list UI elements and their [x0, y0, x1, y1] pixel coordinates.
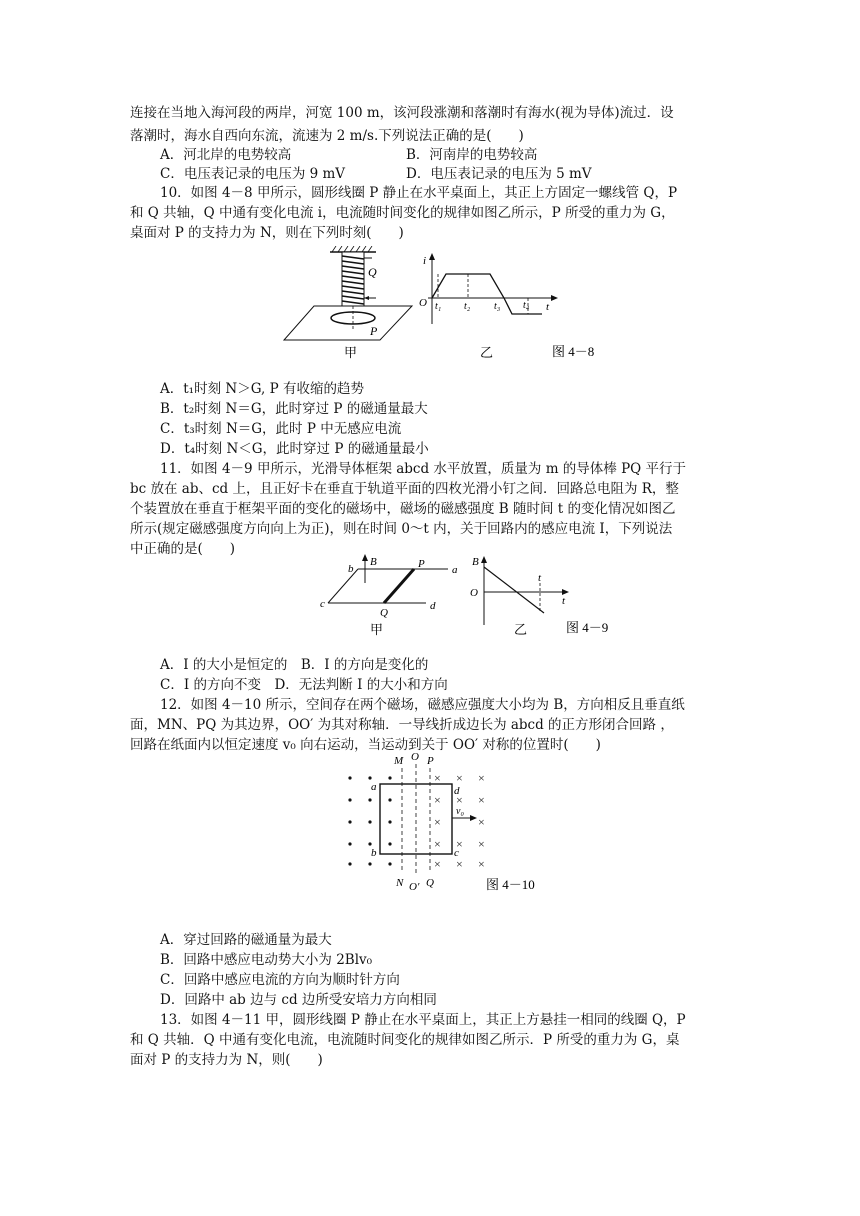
svg-text:×: ×: [434, 837, 441, 851]
fig-4-9-caption: 图 4－9: [566, 620, 609, 635]
label-P: P: [370, 324, 378, 338]
q10-option-d: D．t₄时刻 N＜G，此时穿过 P 的磁通量最小: [160, 441, 429, 457]
label-t4: t₄: [523, 300, 530, 311]
label-t-mark: t: [538, 572, 542, 584]
label-v0: v₀: [456, 806, 464, 817]
q11-line3: 个装置放在垂直于框架平面的变化的磁场中，磁场的磁感强度 B 随时间 t 的变化情况如图乙: [130, 501, 676, 517]
label-t: t: [546, 301, 550, 313]
q10-option-c: C．t₃时刻 N＝G，此时 P 中无感应电流: [160, 421, 402, 437]
q10-option-b: B．t₂时刻 N＝G，此时穿过 P 的磁通量最大: [160, 401, 428, 417]
q12-line2: 面，MN、PQ 为其边界，OO′ 为其对称轴．一导线折成边长为 abcd 的正方形闭合回路 ，: [130, 717, 674, 733]
fig-4-8-jia: 甲: [344, 345, 358, 360]
q13-line1: 13．如图 4－11 甲，圆形线圈 P 静止在水平桌面上，其正上方悬挂一相同的线圈 Q，P: [160, 1012, 686, 1028]
label-i: i: [423, 255, 427, 267]
label-t-axis: t: [562, 595, 566, 607]
svg-text:×: ×: [478, 857, 485, 871]
label-N: N: [396, 877, 404, 889]
q11-line4: 所示(规定磁感强度方向向上为正)，则在时间 0～t 内，关于回路内的感应电流 I，下列说法: [130, 521, 673, 537]
q13-line2: 和 Q 共轴．Q 中通有变化电流，电流随时间变化的规律如图乙所示．P 所受的重力为 G，桌: [130, 1032, 680, 1048]
q12-option-c: C．回路中感应电流的方向为顺时针方向: [160, 972, 400, 988]
figure-4-8-yi-graph: [419, 253, 558, 360]
q9-option-d: D．电压表记录的电压为 5 mV: [406, 166, 592, 182]
label-O-top: O: [411, 752, 419, 763]
q12-option-d: D．回路中 ab 边与 cd 边所受安培力方向相同: [160, 992, 437, 1008]
label-d: d: [454, 785, 460, 797]
label-B-axis: B: [472, 556, 479, 568]
q10-line3: 桌面对 P 的支持力为 N，则在下列时刻( ): [130, 225, 404, 241]
svg-text:×: ×: [434, 793, 441, 807]
figure-4-9-yi-graph: [470, 556, 569, 637]
svg-text:×: ×: [434, 815, 441, 829]
q11-line2: bc 放在 ab、cd 上，且正好卡在垂直于轨道平面的四枚光滑小钉之间．回路总电阻为 R，整: [130, 481, 679, 497]
label-P: P: [418, 558, 425, 570]
label-B: B: [370, 556, 377, 568]
svg-text:×: ×: [434, 857, 441, 871]
label-b: b: [348, 563, 354, 575]
svg-text:×: ×: [456, 793, 463, 807]
q10-option-a: A．t₁时刻 N＞G, P 有收缩的趋势: [160, 381, 364, 397]
q13-line3: 面对 P 的支持力为 N，则( ): [130, 1052, 323, 1068]
q11-line5: 中正确的是( ): [130, 541, 236, 557]
fig-4-8-caption: 图 4－8: [552, 344, 595, 359]
svg-text:×: ×: [478, 793, 485, 807]
label-P: P: [427, 755, 434, 767]
q10-line2: 和 Q 共轴，Q 中通有变化电流 i，电流随时间变化的规律如图乙所示，P 所受的重力为 G，: [130, 205, 675, 221]
q9-line2: 落潮时，海水自西向东流，流速为 2 m/s.下列说法正确的是( ): [130, 128, 524, 144]
svg-text:×: ×: [456, 857, 463, 871]
fig-4-10-caption: 图 4－10: [486, 877, 535, 892]
q12-option-b: B．回路中感应电动势大小为 2Blv₀: [160, 952, 373, 968]
svg-text:×: ×: [456, 837, 463, 851]
label-t1: t₁: [435, 301, 442, 312]
svg-text:×: ×: [478, 837, 485, 851]
label-d: d: [430, 600, 436, 612]
q11-option-ab: A．I 的大小是恒定的 B．I 的方向是变化的: [160, 657, 429, 673]
figure-4-9-jia-diagram: [320, 554, 458, 637]
label-M: M: [394, 755, 404, 767]
figure-4-10: [338, 752, 558, 894]
q11-line1: 11．如图 4－9 甲所示，光滑导体框架 abcd 水平放置，质量为 m 的导体棒 PQ 平行于: [160, 461, 687, 477]
q11-option-cd: C．I 的方向不变 D．无法判断 I 的大小和方向: [160, 677, 448, 693]
q10-line1: 10．如图 4－8 甲所示，圆形线圈 P 静止在水平桌面上，其正上方固定一螺线管 Q，P: [160, 185, 678, 201]
label-O: O: [419, 297, 427, 309]
svg-text:×: ×: [478, 815, 485, 829]
q12-line1: 12．如图 4－10 所示，空间存在两个磁场，磁感应强度大小均为 B，方向相反且垂直纸: [160, 697, 685, 713]
label-Q: Q: [368, 265, 377, 279]
svg-text:×: ×: [434, 771, 441, 785]
q9-option-b: B．河南岸的电势较高: [406, 147, 538, 163]
label-O: O: [470, 587, 478, 599]
fig-4-9-yi: 乙: [514, 622, 528, 637]
q9-option-c: C．电压表记录的电压为 9 mV: [160, 166, 346, 182]
label-c: c: [454, 847, 459, 859]
label-Q: Q: [426, 877, 434, 889]
label-Q: Q: [380, 607, 388, 619]
label-b: b: [371, 847, 377, 859]
q12-option-a: A．穿过回路的磁通量为最大: [160, 932, 332, 948]
fig-4-9-jia: 甲: [370, 622, 384, 637]
label-c: c: [320, 598, 325, 610]
q12-line3: 回路在纸面内以恒定速度 v₀ 向右运动，当运动到关于 OO′ 对称的位置时( ): [130, 737, 601, 753]
fig-4-8-yi: 乙: [480, 345, 494, 360]
label-a: a: [452, 564, 458, 576]
svg-text:×: ×: [456, 771, 463, 785]
label-t2: t₂: [464, 301, 471, 312]
figure-4-8: [280, 246, 620, 366]
label-a: a: [371, 781, 377, 793]
figure-4-8-jia-diagram: [284, 246, 412, 360]
svg-text:×: ×: [478, 771, 485, 785]
label-O-prime: O′: [409, 881, 420, 893]
q9-line1: 连接在当地入海河段的两岸，河宽 100 m，该河段涨潮和落潮时有海水(视为导体)流过．设: [130, 105, 674, 121]
field-dots-out-of-page: [348, 776, 391, 865]
label-t3: t₃: [494, 301, 501, 312]
q9-option-a: A．河北岸的电势较高: [160, 147, 292, 163]
figure-4-9: [318, 553, 638, 639]
